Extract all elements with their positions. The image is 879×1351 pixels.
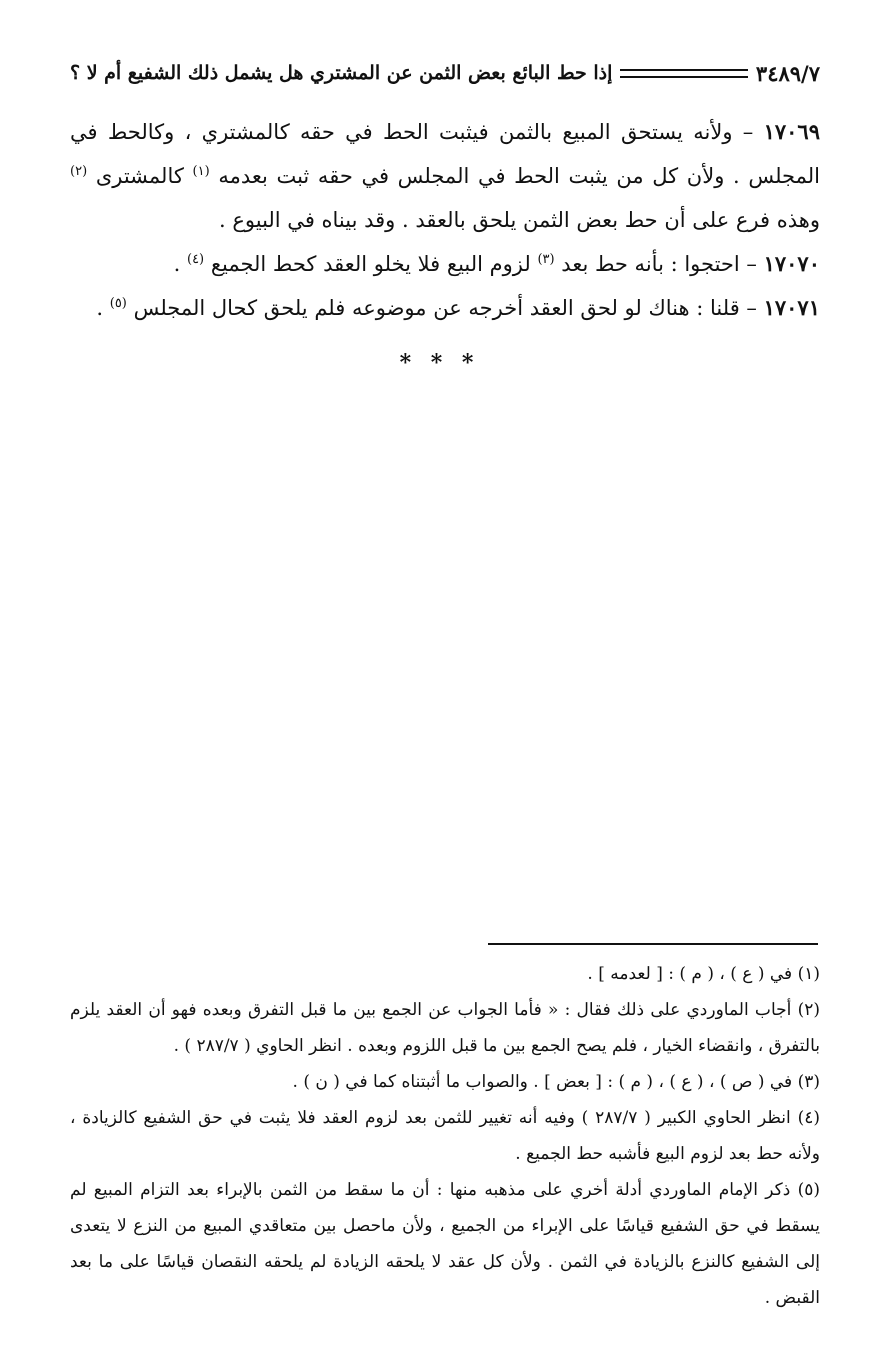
section-separator: * * *	[399, 350, 480, 376]
paragraph-dash: –	[739, 296, 764, 320]
paragraph-text: ولأنه يستحق المبيع بالثمن فيثبت الحط في حقه كالمشتري ، وكالحط في المجلس . ولأن كل من يثبت الحط في المجلس في حقه ثبت بعدمه	[70, 120, 820, 188]
paragraph-number: ١٧٠٦٩	[763, 119, 820, 144]
footnote-4: (٤) انظر الحاوي الكبير ( ٢٨٧/٧ ) وفيه أنه تغيير للثمن بعد لزوم العقد فلا يثبت في حق الشفيع كالزيادة ، ولأنه حط بعد لزوم البيع فأشبه حط الجميع .	[70, 1108, 820, 1164]
page-number: ٣٤٨٩/٧	[755, 60, 820, 86]
footnote-rule	[488, 943, 818, 945]
paragraph-text: لزوم البيع فلا يخلو العقد كحط الجميع	[210, 252, 538, 276]
footnote-3: (٣) في ( ص ) ، ( ع ) ، ( م ) : [ بعض ] . والصواب ما أثبتناه كما في ( ن ) .	[292, 1072, 820, 1092]
paragraph-dash: –	[732, 120, 764, 144]
paragraph-text: وهذه فرع على أن حط بعض الثمن يلحق بالعقد . وقد بيناه في البيوع .	[219, 208, 820, 232]
footnote-ref[interactable]: (٤)	[186, 252, 205, 267]
footnote-ref[interactable]: (٥)	[109, 296, 127, 311]
paragraph-number: ١٧٠٧٠	[763, 251, 820, 276]
paragraph-text: .	[96, 296, 110, 320]
paragraph-text: كالمشترى	[95, 164, 193, 188]
paragraph-text: .	[173, 252, 187, 276]
paragraph-17070	[70, 242, 820, 286]
paragraph-17069	[70, 110, 820, 242]
paragraph-text: احتجوا : بأنه حط بعد	[561, 252, 740, 276]
running-header	[70, 56, 820, 90]
header-rule	[620, 69, 748, 78]
footnote-ref[interactable]: (٣)	[537, 252, 555, 267]
footnote-ref[interactable]: (١)	[192, 164, 210, 179]
footnote-2: (٢) أجاب الماوردي على ذلك فقال : « فأما الجواب عن الجمع بين ما قبل التفرق وبعده فهو أن العقد يلزم بالتفرق ، وانقضاء الخيار ، فلم يصح الجمع بين ما قبل اللزوم وبعده . انظر الحاوي ( ٢٨٧/٧ ) .	[70, 1000, 820, 1056]
paragraph-17071	[70, 286, 820, 330]
footnotes	[70, 956, 820, 1316]
paragraph-text: قلنا : هناك لو لحق العقد أخرجه عن موضوعه فلم يلحق كحال المجلس	[133, 296, 740, 320]
paragraph-number: ١٧٠٧١	[763, 295, 820, 320]
main-text	[70, 110, 820, 330]
paragraph-dash: –	[739, 252, 764, 276]
header-title: إذا حط البائع بعض الثمن عن المشتري هل يشمل ذلك الشفيع أم لا ؟	[70, 62, 613, 84]
footnote-5: (٥) ذكر الإمام الماوردي أدلة أخري على مذهبه منها : أن ما سقط من الثمن بالإبراء بعد التزام المبيع لم يسقط في حق الشفيع قياسًا على الإبراء من الجميع ، ولأن ماحصل بين متعاقدي المبيع من النزع لا يتعدى إلى الشفيع كالنزع بالزيادة في الثمن . ولأن كل عقد لا يلحقه الزيادة لم يلحقه النقصان قياسًا على ما بعد القبض .	[70, 1180, 820, 1308]
footnote-ref[interactable]: (٢)	[70, 164, 88, 179]
footnote-1: (١) في ( ع ) ، ( م ) : [ لعدمه ] .	[587, 964, 820, 984]
